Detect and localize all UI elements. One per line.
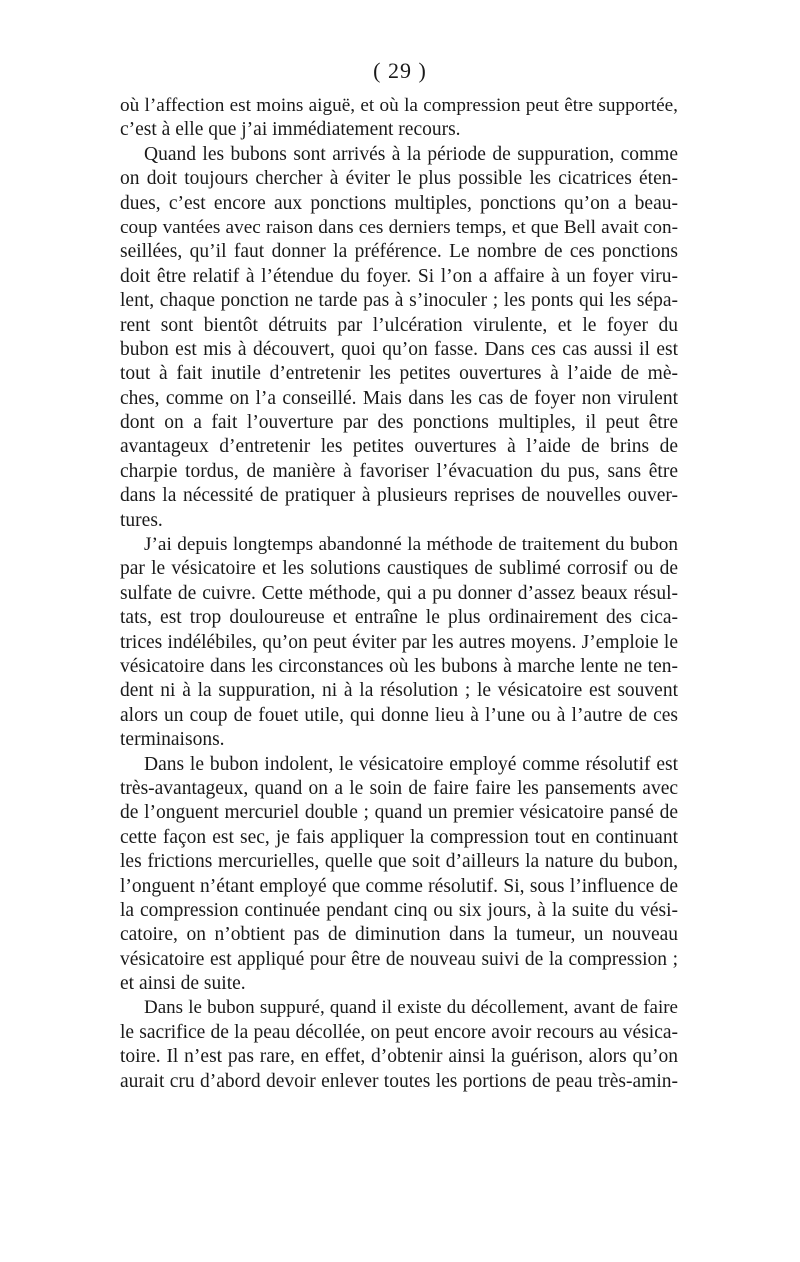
text-line: aurait cru d’abord devoir enlever toutes les portions de peau très-amin- [120,1070,678,1092]
page-number: ( 29 ) [373,58,427,83]
text-line: de l’onguent mercuriel double ; quand un premier vésicatoire pansé de [120,802,678,824]
text-line: coup vantées avec raison dans ces derniers temps, et que Bell avait con- [120,216,678,238]
text-line: rent sont bientôt détruits par l’ulcération virulente, et le foyer du [120,314,678,336]
text-line: vésicatoire dans les circonstances où les bubons à marche lente ne ten- [120,655,678,677]
text-line: seillées, qu’il faut donner la préférence. Le nombre de ces ponctions [120,241,678,263]
text-line: avantageux d’entretenir les petites ouvertures à l’aide de brins de [120,436,678,458]
text-line: Quand les bubons sont arrivés à la période de suppuration, comme [144,143,678,165]
text-line: bubon est mis à découvert, quoi qu’on fasse. Dans ces cas aussi il est [120,338,678,360]
text-line: dent ni à la suppuration, ni à la résolution ; le vésicatoire est souvent [120,680,678,702]
text-line: Dans le bubon suppuré, quand il existe du décollement, avant de faire [144,997,678,1019]
text-line: l’onguent n’étant employé que comme résolutif. Si, sous l’influence de [120,875,678,897]
text-line: tures. [120,509,163,531]
text-line: cette façon est sec, je fais appliquer la compression tout en continuant [120,826,678,848]
text-line: par le vésicatoire et les solutions caustiques de sublimé corrosif ou de [120,558,678,580]
text-line: doit être relatif à l’étendue du foyer. Si l’on a affaire à un foyer viru- [120,265,678,287]
text-line: alors un coup de fouet utile, qui donne lieu à l’une ou à l’autre de ces [120,704,678,726]
text-line: catoire, on n’obtient pas de diminution dans la tumeur, un nouveau [120,924,678,946]
text-line: dues, c’est encore aux ponctions multiples, ponctions qu’on a beau- [120,192,678,214]
text-line: dont on a fait l’ouverture par des ponctions multiples, il peut être [120,412,678,434]
text-line: terminaisons. [120,729,225,751]
text-line: J’ai depuis longtemps abandonné la méthode de traitement du bubon [144,534,678,556]
text-line: la compression continuée pendant cinq ou six jours, à la suite du vési- [120,899,678,921]
text-line: très-avantageux, quand on a le soin de faire faire les pansements avec [120,777,678,799]
text-line: les frictions mercurielles, quelle que soit d’ailleurs la nature du bubon, [120,851,678,873]
text-line: c’est à elle que j’ai immédiatement recours. [120,119,461,141]
text-line: le sacrifice de la peau décollée, on peut encore avoir recours au vésica- [120,1021,678,1043]
text-line: Dans le bubon indolent, le vésicatoire employé comme résolutif est [144,753,678,775]
text-line: tout à fait inutile d’entretenir les petites ouvertures à l’aide de mè- [120,363,678,385]
text-line: tats, est trop douloureuse et entraîne le plus ordinairement des cica- [120,607,678,629]
text-line: toire. Il n’est pas rare, en effet, d’obtenir ainsi la guérison, alors qu’on [120,1046,678,1068]
text-line: et ainsi de suite. [120,973,246,995]
text-line: lent, chaque ponction ne tarde pas à s’inoculer ; les ponts qui les sépa- [120,290,678,312]
text-line: on doit toujours chercher à éviter le plus possible les cicatrices éten- [120,168,678,190]
text-line: sulfate de cuivre. Cette méthode, qui a pu donner d’assez beaux résul- [120,582,678,604]
text-line: trices indélébiles, qu’on peut éviter par les autres moyens. J’emploie le [120,631,678,653]
text-line: vésicatoire est appliqué pour être de nouveau suivi de la compression ; [120,948,678,970]
text-line: charpie tordus, de manière à favoriser l’évacuation du pus, sans être [120,460,678,482]
text-line: ches, comme on l’a conseillé. Mais dans les cas de foyer non virulent [120,387,678,409]
body-text [120,94,678,1094]
text-line: dans la nécessité de pratiquer à plusieurs reprises de nouvelles ouver- [120,485,678,507]
text-line: où l’affection est moins aiguë, et où la compression peut être supportée, [120,95,678,116]
